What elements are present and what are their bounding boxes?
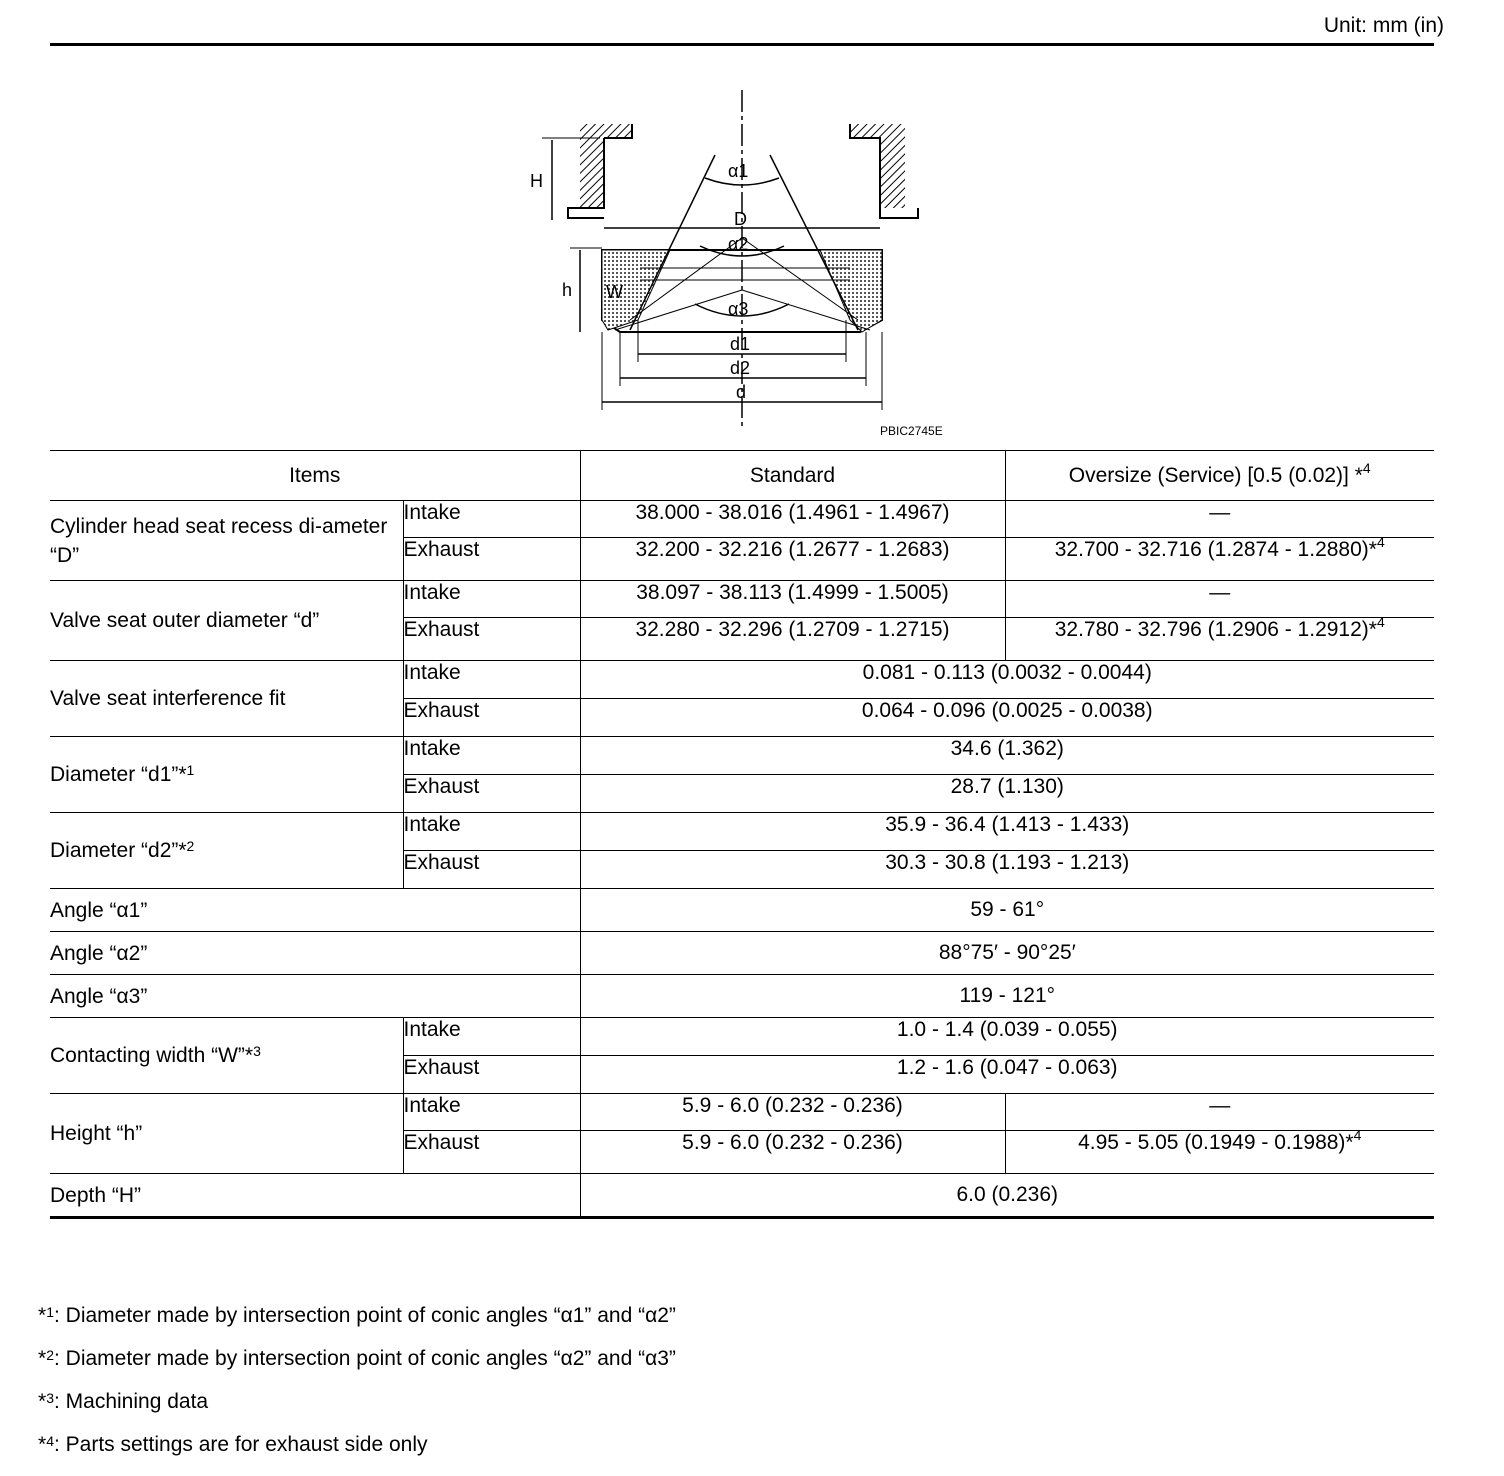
label-alpha3: α3 <box>728 299 749 319</box>
outer-exhaust-std: 32.280 - 32.296 (1.2709 - 1.2715) <box>580 618 1005 661</box>
label-D: D <box>734 209 747 229</box>
row-h-label: Height “h” <box>50 1094 403 1174</box>
row-recess-label: Cylinder head seat recess di-ameter “D” <box>50 501 403 581</box>
h-intake-std: 5.9 - 6.0 (0.232 - 0.236) <box>580 1094 1005 1131</box>
d2-intake: Intake <box>403 813 580 851</box>
row-w-label: Contacting width “W”*$^3$ <box>50 1018 403 1094</box>
w-intake: Intake <box>403 1018 580 1056</box>
outer-exhaust: Exhaust <box>403 618 580 661</box>
d2-exhaust-val: 30.3 - 30.8 (1.193 - 1.213) <box>580 851 1434 889</box>
row-d1-label: Diameter “d1”*$^1$ <box>50 737 403 813</box>
h-intake: Intake <box>403 1094 580 1131</box>
a2-val: 88°75′ - 90°25′ <box>580 932 1434 975</box>
d1-intake: Intake <box>403 737 580 775</box>
label-alpha1: α1 <box>728 161 749 181</box>
header-oversize: Oversize (Service) [0.5 (0.02)] *$^4$ <box>1005 451 1434 501</box>
w-exhaust: Exhaust <box>403 1056 580 1094</box>
label-alpha2: α2 <box>728 234 749 254</box>
outer-intake-std: 38.097 - 38.113 (1.4999 - 1.5005) <box>580 581 1005 618</box>
label-d1: d1 <box>730 334 751 354</box>
d2-intake-val: 35.9 - 36.4 (1.413 - 1.433) <box>580 813 1434 851</box>
top-rule <box>50 43 1434 46</box>
h-exhaust-std: 5.9 - 6.0 (0.232 - 0.236) <box>580 1131 1005 1174</box>
d1-exhaust-val: 28.7 (1.130) <box>580 775 1434 813</box>
footnote-4: *$^4$: Parts settings are for exhaust side only <box>38 1433 428 1456</box>
footnote-2: *$^2$: Diameter made by intersection point of conic angles “α2” and “α3” <box>38 1347 676 1370</box>
depth-val: 6.0 (0.236) <box>580 1174 1434 1218</box>
w-exhaust-val: 1.2 - 1.6 (0.047 - 0.063) <box>580 1056 1434 1094</box>
row-a1-label: Angle “α1” <box>50 889 580 932</box>
label-d2: d2 <box>730 358 751 378</box>
a3-val: 119 - 121° <box>580 975 1434 1018</box>
header-items: Items <box>50 451 580 501</box>
a1-val: 59 - 61° <box>580 889 1434 932</box>
valve-seat-diagram <box>520 80 940 430</box>
recess-intake: Intake <box>403 501 580 538</box>
interference-exhaust-val: 0.064 - 0.096 (0.0025 - 0.0038) <box>580 699 1434 737</box>
d1-intake-val: 34.6 (1.362) <box>580 737 1434 775</box>
label-h: h <box>562 280 573 300</box>
valve-seat-spec-table <box>50 450 1434 1219</box>
outer-exhaust-over: 32.780 - 32.796 (1.2906 - 1.2912)*$^4$ <box>1005 618 1434 661</box>
recess-exhaust-over: 32.700 - 32.716 (1.2874 - 1.2880)*$^4$ <box>1005 538 1434 581</box>
footnotes <box>38 1300 676 1472</box>
row-interference-label: Valve seat interference fit <box>50 661 403 737</box>
unit-label: Unit: mm (in) <box>1323 14 1444 37</box>
row-depth-label: Depth “H” <box>50 1174 580 1218</box>
label-d: d <box>736 382 747 402</box>
outer-intake-over: — <box>1005 581 1434 618</box>
row-a2-label: Angle “α2” <box>50 932 580 975</box>
w-intake-val: 1.0 - 1.4 (0.039 - 0.055) <box>580 1018 1434 1056</box>
label-H: H <box>530 171 543 191</box>
h-exhaust-over: 4.95 - 5.05 (0.1949 - 0.1988)*$^4$ <box>1005 1131 1434 1174</box>
d2-exhaust: Exhaust <box>403 851 580 889</box>
label-W: W <box>606 282 623 302</box>
interference-intake-val: 0.081 - 0.113 (0.0032 - 0.0044) <box>580 661 1434 699</box>
h-intake-over: — <box>1005 1094 1434 1131</box>
row-outer-label: Valve seat outer diameter “d” <box>50 581 403 661</box>
footnote-3: *$^3$: Machining data <box>38 1390 209 1413</box>
recess-exhaust-std: 32.200 - 32.216 (1.2677 - 1.2683) <box>580 538 1005 581</box>
h-exhaust: Exhaust <box>403 1131 580 1174</box>
header-standard: Standard <box>580 451 1005 501</box>
d1-exhaust: Exhaust <box>403 775 580 813</box>
interference-exhaust: Exhaust <box>403 699 580 737</box>
figure-code: PBIC2745E <box>880 424 943 438</box>
recess-exhaust: Exhaust <box>403 538 580 581</box>
row-a3-label: Angle “α3” <box>50 975 580 1018</box>
interference-intake: Intake <box>403 661 580 699</box>
footnote-1: *$^1$: Diameter made by intersection point of conic angles “α1” and “α2” <box>38 1304 676 1327</box>
outer-intake: Intake <box>403 581 580 618</box>
row-d2-label: Diameter “d2”*$^2$ <box>50 813 403 889</box>
recess-intake-std: 38.000 - 38.016 (1.4961 - 1.4967) <box>580 501 1005 538</box>
recess-intake-over: — <box>1005 501 1434 538</box>
